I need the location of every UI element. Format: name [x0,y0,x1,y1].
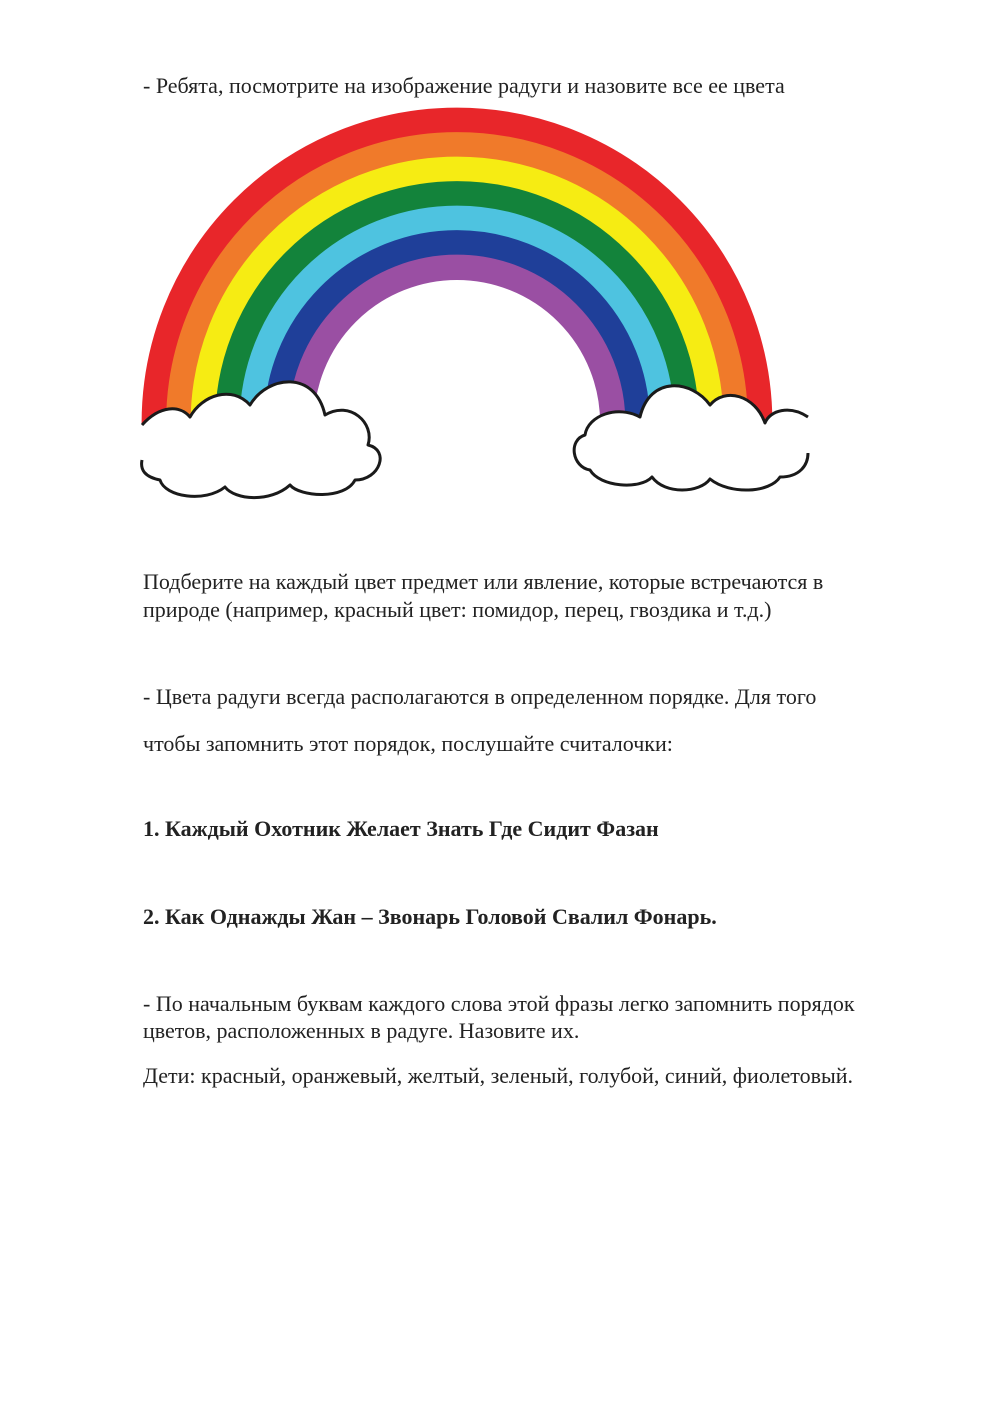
explain-line-1: - По начальным буквам каждого слова этой фразы легко запомнить порядок [143,991,855,1016]
answer-text: Дети: красный, оранжевый, желтый, зеленый, голубой, синий, фиолетовый. [143,1063,854,1088]
task-line-1: Подберите на каждый цвет предмет или явление, которые встречаются в [143,569,824,594]
intro-text: - Ребята, посмотрите на изображение радуги и назовите все ее цвета [143,73,785,98]
explain-line-2: цветов, расположенных в радуге. Назовите их. [143,1018,580,1043]
mnemonic-1: 1. Каждый Охотник Желает Знать Где Сидит Фазан [143,816,659,841]
order-line-2: чтобы запомнить этот порядок, послушайте считалочки: [143,731,673,756]
mnemonic-2: 2. Как Однажды Жан – Звонарь Головой Свалил Фонарь. [143,904,717,929]
rainbow-illustration [140,105,810,505]
rainbow-bands [154,120,760,423]
task-line-2: природе (например, красный цвет: помидор, перец, гвоздика и т.д.) [143,597,772,622]
order-line-1: - Цвета радуги всегда располагаются в определенном порядке. Для того [143,684,817,709]
